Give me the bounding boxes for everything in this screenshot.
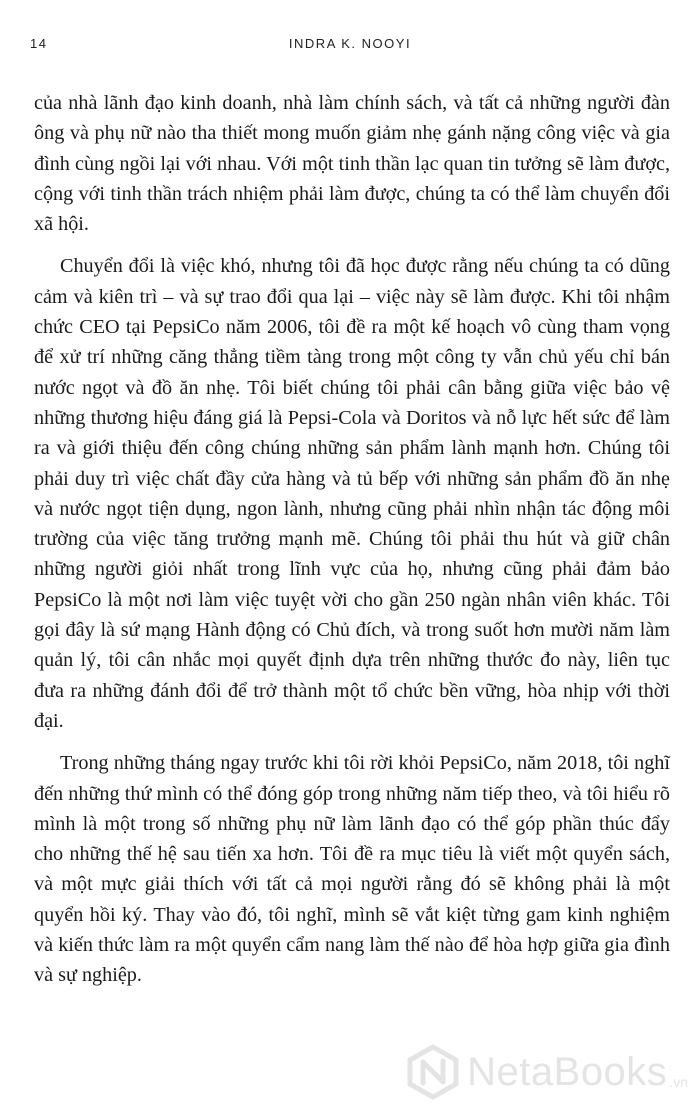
body-text [34, 88, 670, 991]
paragraph: Chuyển đổi là việc khó, nhưng tôi đã học được rằng nếu chúng ta có dũng cảm và kiên trì – và sự trao đổi qua lại – việc này sẽ làm được. Khi tôi nhậm chức CEO tại PepsiCo năm 2006, tôi đề ra một kế hoạch vô cùng tham vọng để xử trí những căng thẳng tiềm tàng trong một công ty vẫn chủ yếu chỉ bán nước ngọt và đồ ăn nhẹ. Tôi biết chúng tôi phải cân bằng giữa việc bảo vệ những thương hiệu đáng giá là Pepsi-Cola và Doritos và nỗ lực hết sức để làm ra và giới thiệu đến công chúng những sản phẩm lành mạnh hơn. Chúng tôi phải duy trì việc chất đầy cửa hàng và tủ bếp với những sản phẩm đồ ăn nhẹ và nước ngọt tiện dụng, ngon lành, nhưng cũng phải nhìn nhận tác động môi trường của việc tăng trưởng mạnh mẽ. Chúng tôi phải thu hút và giữ chân những người giỏi nhất trong lĩnh vực của họ, nhưng cũng phải đảm bảo PepsiCo là một nơi làm việc tuyệt vời cho gần 250 ngàn nhân viên khác. Tôi gọi đây là sứ mạng Hành động có Chủ đích, và trong suốt hơn mười năm làm quản lý, tôi cân nhắc mọi quyết định dựa trên những thước đo này, liên tục đưa ra những đánh đổi để trở thành một tổ chức bền vững, hòa nhịp với thời đại. [34, 255, 670, 732]
netabooks-logo-icon [405, 1044, 461, 1100]
watermark-suffix: .vn [669, 1074, 688, 1090]
running-head-author: INDRA K. NOOYI [288, 36, 412, 51]
watermark [405, 1040, 688, 1104]
page-number: 14 [30, 36, 48, 51]
running-head [30, 36, 670, 56]
paragraph: Trong những tháng ngay trước khi tôi rời khỏi PepsiCo, năm 2018, tôi nghĩ đến những thứ mình có thể đóng góp trong những năm tiếp theo, và tôi hiểu rõ mình là một trong số những phụ nữ làm lãnh đạo có thể góp phần thúc đẩy cho những thế hệ sau tiến xa hơn. Tôi đề ra mục tiêu là viết một quyển sách, và một mực giải thích với tất cả mọi người rằng đó sẽ không phải là một quyển hồi ký. Thay vào đó, tôi nghĩ, mình sẽ vắt kiệt từng gam kinh nghiệm và kiến thức làm ra một quyển cẩm nang làm thế nào để hòa hợp giữa gia đình và sự nghiệp. [34, 752, 670, 987]
paragraph-continued: của nhà lãnh đạo kinh doanh, nhà làm chính sách, và tất cả những người đàn ông và phụ nữ nào tha thiết mong muốn giảm nhẹ gánh nặng công việc và gia đình cùng ngồi lại với nhau. Với một tinh thần lạc quan tin tưởng sẽ làm được, cộng với tinh thần trách nhiệm phải làm được, chúng ta có thể làm chuyển đổi xã hội. [34, 92, 670, 236]
watermark-brand: NetaBooks [467, 1049, 668, 1094]
